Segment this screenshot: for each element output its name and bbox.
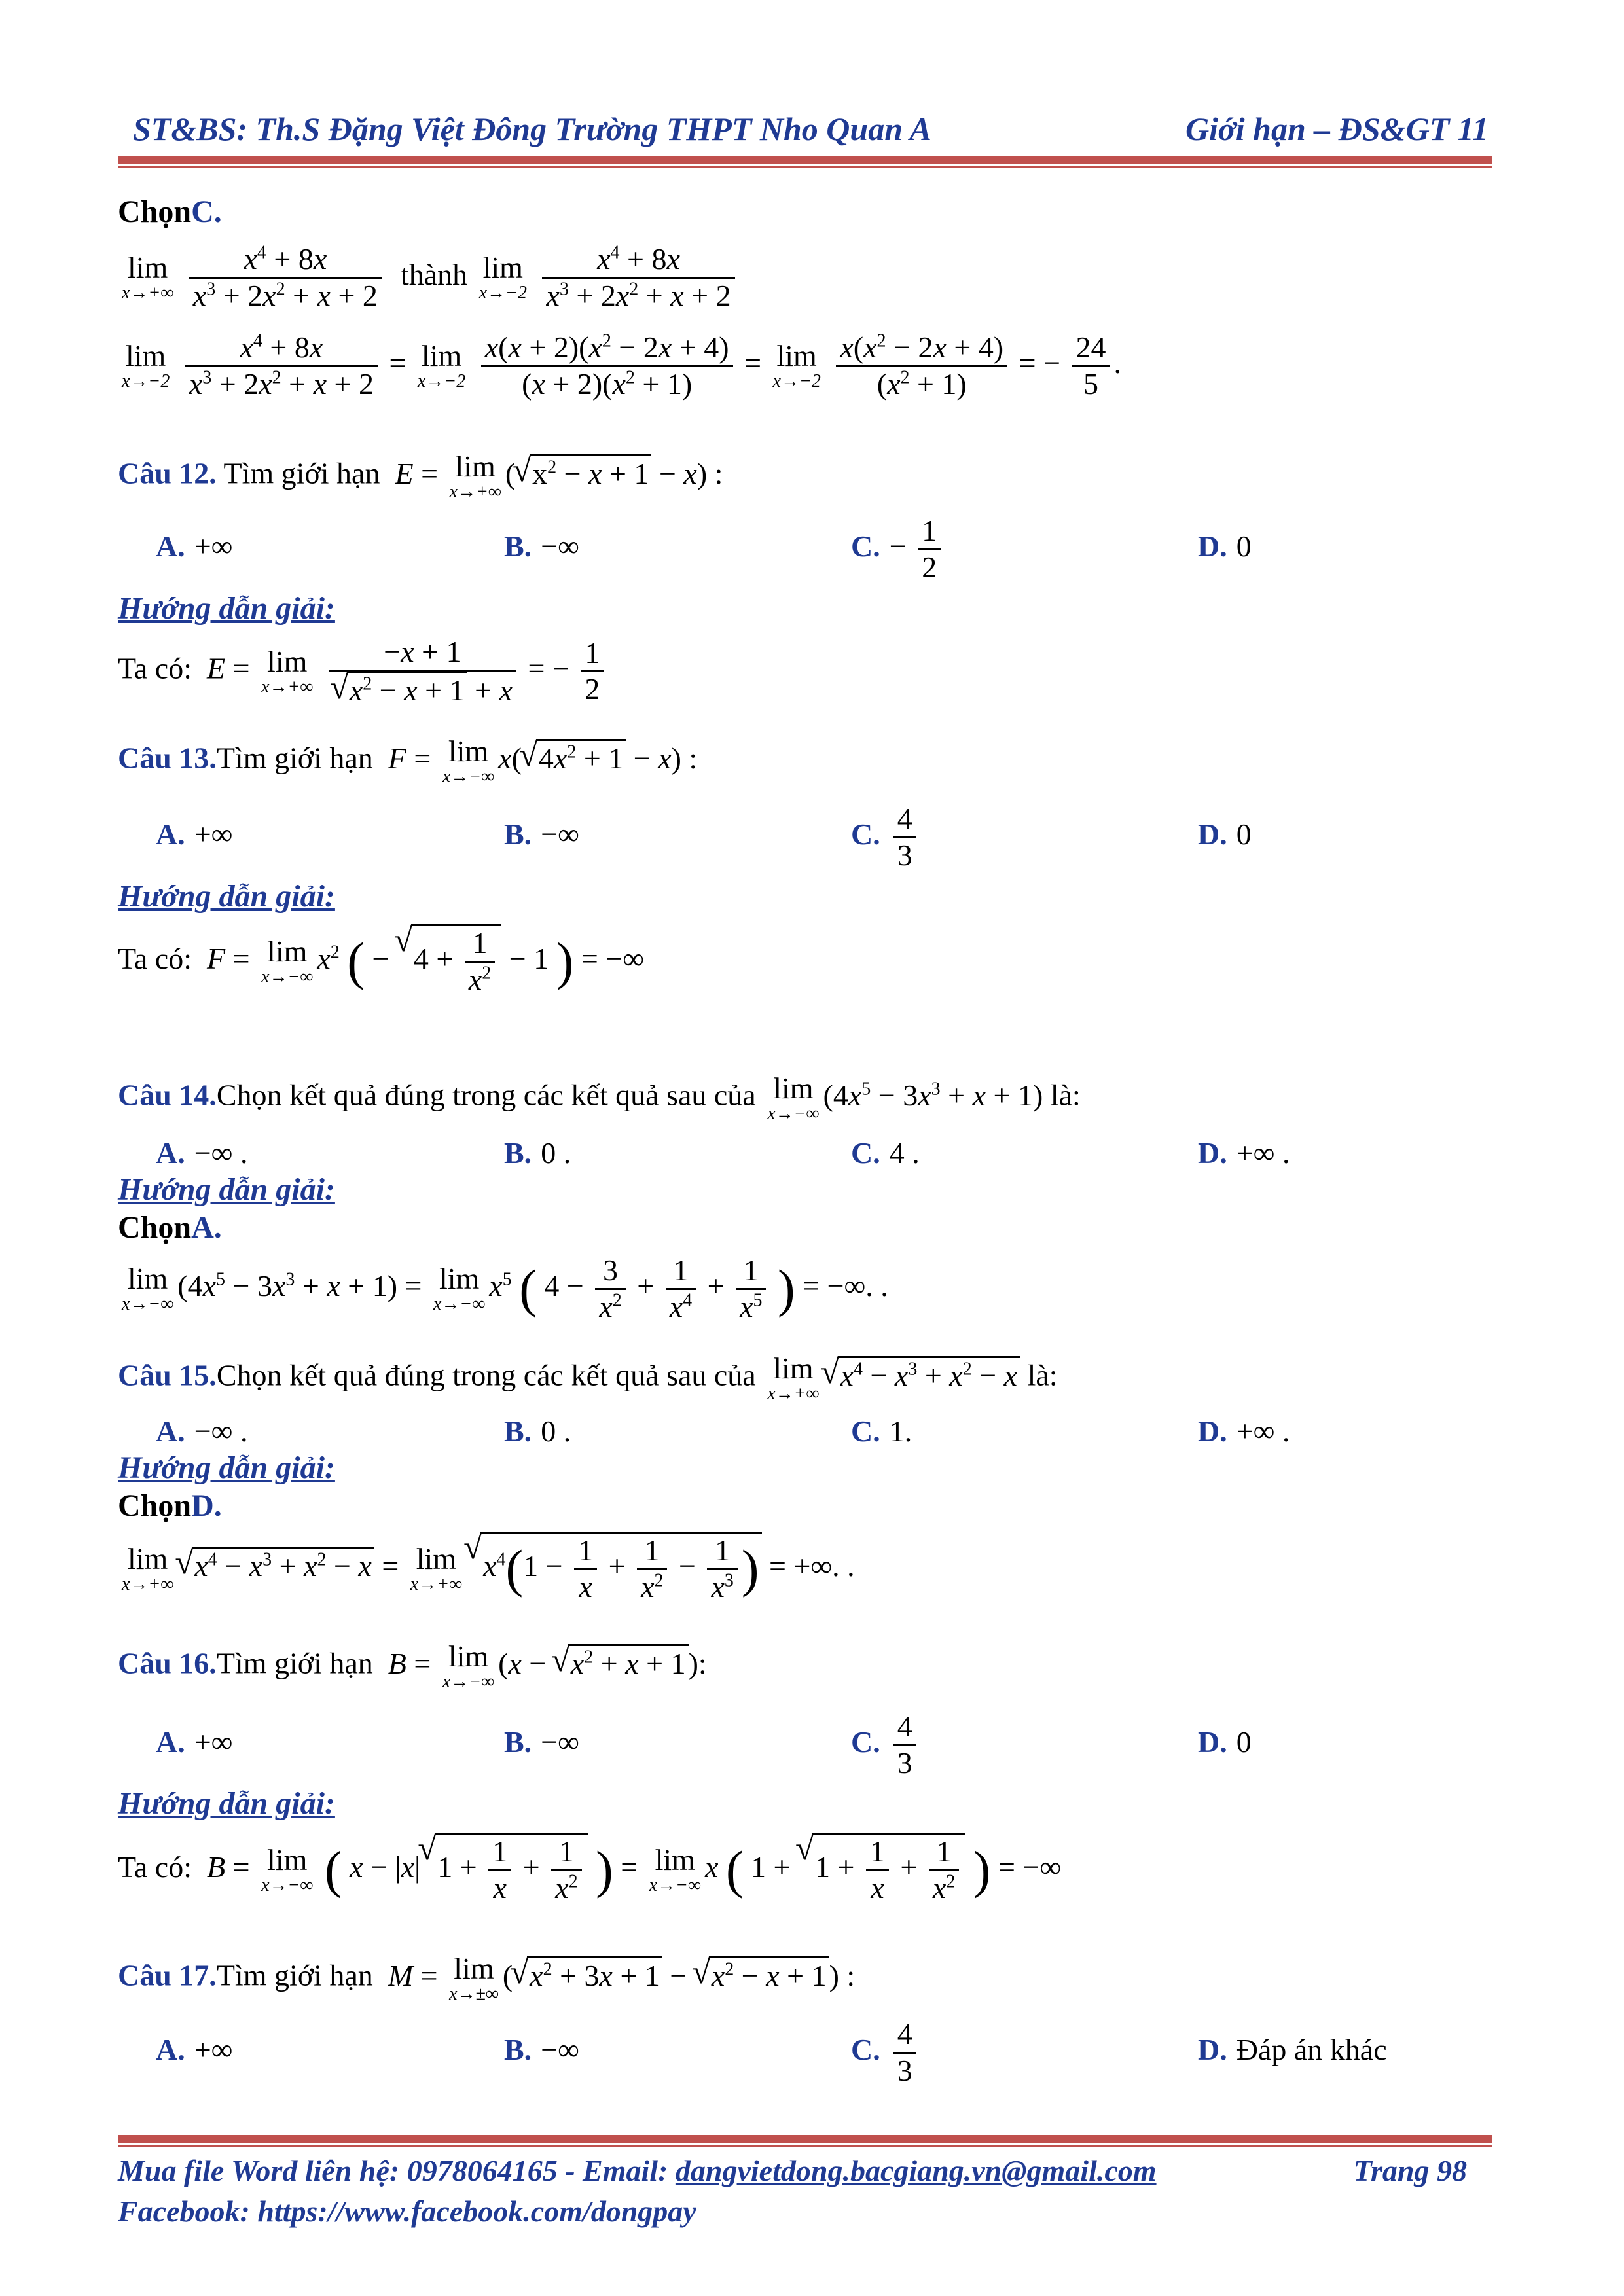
- question-13: Câu 13.Tìm giới hạn F = lim x→−∞ x(√ $4x^2 + 1 - x$) :: [118, 736, 697, 786]
- q14-option-b[interactable]: B. 0 .: [504, 1136, 571, 1170]
- q16-option-b[interactable]: B. −∞: [504, 1725, 579, 1759]
- q17-option-b[interactable]: B. −∞: [504, 2033, 579, 2066]
- q12-guide: Hướng dẫn giải:: [118, 591, 335, 626]
- question-15: Câu 15.Chọn kết quả đúng trong các kết quả sau của lim x→+∞ √ $x^4 - x^3 + x^2 - x$ là:: [118, 1354, 1058, 1403]
- q13-option-c[interactable]: C. $\frac{4}{3}$: [851, 802, 920, 873]
- q17-option-c[interactable]: C. $\frac{4}{3}$: [851, 2017, 920, 2089]
- top-formula-2: lim x→−2 $\frac{x^4 + 8x}{x^3 + 2x^2 + x + 2}$ = lim x→−2 $\frac{x(x + 2)(x^2 - 2x + 4)}{(x + 2)(x^2 + 1)}$ = lim x→−2 $\frac{x(x^2 - 2x + 4)}{(x^2 + 1)}$ = − $\frac{24}{5}$ .: [122, 331, 1122, 401]
- footer-contact: Mua file Word liên hệ: 0978064165 - Email: dangvietdong.bacgiang.vn@gmail.com: [118, 2154, 1157, 2187]
- footer-page-number: Trang 98: [1353, 2154, 1467, 2187]
- q14-solution: lim x→−∞ $(4x^5 - 3x^3 + x + 1)$ = lim x→−∞ $x^5$ ( 4 − $\frac{3}{x^2}$ + $\frac{1}{x^4}$ + $\frac{1}{x^5}$ ) = −∞. .: [122, 1253, 888, 1323]
- question-14: Câu 14.Chọn kết quả đúng trong các kết quả sau của lim x→−∞ $(4x^5 - 3x^3 + x + 1)$ là:: [118, 1071, 1081, 1124]
- footer-email-link[interactable]: dangvietdong.bacgiang.vn@gmail.com: [675, 2154, 1157, 2187]
- header-rule-thin: [118, 166, 1492, 168]
- q13-guide: Hướng dẫn giải:: [118, 879, 335, 914]
- footer-rule-thin: [118, 2145, 1492, 2147]
- q16-guide: Hướng dẫn giải:: [118, 1786, 335, 1821]
- q16-option-a[interactable]: A. +∞: [156, 1725, 233, 1759]
- top-chon: ChọnC.: [118, 194, 222, 229]
- q16-option-d[interactable]: D. 0: [1198, 1725, 1252, 1759]
- q15-option-c[interactable]: C. 1.: [851, 1414, 912, 1448]
- q15-solution: lim x→+∞ √ $x^4 - x^3 + x^2 - x$ = lim x→+∞ √ $x^4(1$ − $\frac{1}{x}$ + $\frac{1}{x^2}$ − $\frac{1}{x^3}$ ) = +∞. .: [118, 1532, 855, 1605]
- q16-option-c[interactable]: C. $\frac{4}{3}$: [851, 1710, 920, 1781]
- q15-option-a[interactable]: A. −∞ .: [156, 1414, 248, 1448]
- q13-option-d[interactable]: D. 0: [1198, 817, 1252, 851]
- question-16: Câu 16.Tìm giới hạn B = lim x→−∞ (x − √ $x^2 + x + 1$):: [118, 1641, 707, 1691]
- q12-option-d[interactable]: D. 0: [1198, 529, 1252, 563]
- q12-option-b[interactable]: B. −∞: [504, 529, 579, 563]
- q14-option-d[interactable]: D. +∞ .: [1198, 1136, 1290, 1170]
- q16-solution: Ta có: B = lim x→−∞ ( x − |x|√ 1 + $\frac{1}{x}$ + $\frac{1}{x^2}$ ) = lim x→−∞ x ( 1 + √ 1 + $\frac{1}{x}$ + $\frac{1}{x^2}$ ) = −∞: [118, 1833, 1061, 1906]
- footer-facebook[interactable]: Facebook: https://www.facebook.com/dongpay: [118, 2195, 696, 2228]
- q13-solution: Ta có: F = lim x→−∞ $x^2$ ( − √ 4 + $\frac{1}{x^2}$ − 1 ) = −∞: [118, 924, 644, 997]
- q17-option-d[interactable]: D. Đáp án khác: [1198, 2033, 1387, 2066]
- header-right: Giới hạn – ĐS&GT 11: [1185, 111, 1489, 147]
- q14-guide: Hướng dẫn giải:: [118, 1172, 335, 1207]
- question-17: Câu 17.Tìm giới hạn M = lim x→±∞ (√ $x^2 + 3x + 1$ − √ $x^2 - x + 1$) :: [118, 1954, 855, 2003]
- q14-option-c[interactable]: C. 4 .: [851, 1136, 920, 1170]
- q14-option-a[interactable]: A. −∞ .: [156, 1136, 248, 1170]
- q13-option-a[interactable]: A. +∞: [156, 817, 233, 851]
- q15-chon: ChọnD.: [118, 1488, 222, 1523]
- question-12: Câu 12. Tìm giới hạn E = lim x→+∞ (√ $x^2 - x + 1 - x$) :: [118, 452, 723, 501]
- thanh-text: thành: [400, 257, 468, 291]
- footer-rule: [118, 2135, 1492, 2143]
- q15-option-d[interactable]: D. +∞ .: [1198, 1414, 1290, 1448]
- q15-guide: Hướng dẫn giải:: [118, 1450, 335, 1485]
- q15-option-b[interactable]: B. 0 .: [504, 1414, 571, 1448]
- header-left: ST&BS: Th.S Đặng Việt Đông Trường THPT Nho Quan A: [133, 111, 931, 147]
- top-formula-1: lim x→+∞ $\frac{x^4 + 8x}{x^3 + 2x^2 + x + 2}$ thành lim x→−2 $\frac{x^4 + 8x}{x^3 + 2x^2 + x + 2}$: [118, 242, 739, 314]
- q13-option-b[interactable]: B. −∞: [504, 817, 579, 851]
- q12-option-a[interactable]: A. +∞: [156, 529, 233, 563]
- header-rule: [118, 156, 1492, 164]
- q12-solution: Ta có: E = lim x→+∞ −x + 1 √ $x^2 - x + 1 + x$ = − $\frac{1}{2}$: [118, 635, 607, 708]
- q14-chon: ChọnA.: [118, 1210, 222, 1245]
- q12-option-c[interactable]: C. − $\frac{1}{2}$: [851, 514, 945, 585]
- q17-option-a[interactable]: A. +∞: [156, 2033, 233, 2066]
